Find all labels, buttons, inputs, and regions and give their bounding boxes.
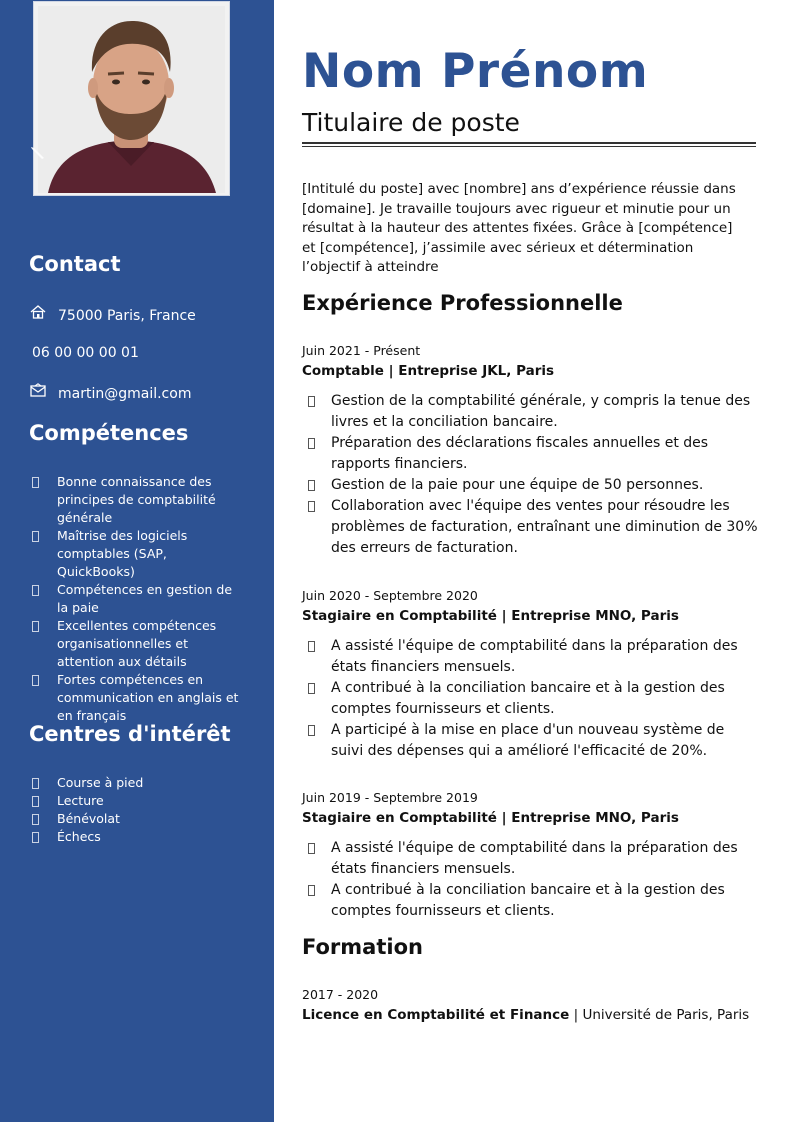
bullet-icon	[32, 621, 39, 632]
bullet-icon	[308, 480, 315, 491]
profile-summary: [Intitulé du poste] avec [nombre] ans d’expérience réussie dans [domaine]. Je travaille toujours avec rigueur et minutie pour un résultat à la hauteur des attentes fixées. Grâce à [compétence] et [compétence], j’assimile avec sérieux et détermination l’objectif à atteindre	[302, 181, 736, 275]
list-item: Collaboration avec l'équipe des ventes pour résoudre les problèmes de facturation, entraînant une diminution de 30% des erreurs de facturation.	[302, 496, 758, 559]
experience-role: Stagiaire en Comptabilité | Entreprise MNO, Paris	[302, 810, 679, 826]
list-item: Gestion de la comptabilité générale, y compris la tenue des livres et la conciliation bancaire.	[302, 391, 758, 433]
list-item: A contribué à la conciliation bancaire et à la gestion des comptes fournisseurs et clients.	[302, 880, 758, 922]
bullet-icon	[32, 531, 39, 542]
education-degree: Licence en Comptabilité et Finance	[302, 1007, 570, 1023]
experience-heading: Expérience Professionnelle	[302, 291, 623, 315]
bullet-icon	[308, 683, 315, 694]
experience-role: Stagiaire en Comptabilité | Entreprise MNO, Paris	[302, 608, 679, 624]
list-item: A contribué à la conciliation bancaire et à la gestion des comptes fournisseurs et clients.	[302, 678, 758, 720]
interest-item: Course à pied	[32, 774, 247, 792]
skill-item: Fortes compétences en communication en anglais et en français	[32, 671, 247, 725]
interest-item: Bénévolat	[32, 810, 247, 828]
experience-entry	[302, 588, 758, 762]
skill-item: Bonne connaissance des principes de comptabilité générale	[32, 473, 247, 527]
skill-item: Maîtrise des logiciels comptables (SAP, QuickBooks)	[32, 527, 247, 581]
bullet-icon	[308, 843, 315, 854]
bullet-icon	[32, 796, 39, 807]
experience-bullets	[302, 838, 758, 922]
job-title: Titulaire de poste	[302, 108, 520, 137]
bullet-icon	[308, 725, 315, 736]
list-item: A assisté l'équipe de comptabilité dans la préparation des états financiers mensuels.	[302, 636, 758, 678]
list-item: A participé à la mise en place d'un nouveau système de suivi des dépenses qui a amélioré l'efficacité de 20%.	[302, 720, 758, 762]
experience-bullets	[302, 636, 758, 762]
education-period: 2017 - 2020	[302, 987, 379, 1002]
bullet-icon	[308, 641, 315, 652]
experience-period: Juin 2019 - Septembre 2019	[302, 790, 478, 805]
mail-icon	[30, 383, 46, 397]
bullet-icon	[308, 396, 315, 407]
bullet-icon	[308, 501, 315, 512]
experience-bullets	[302, 391, 758, 559]
home-icon	[30, 305, 46, 319]
bullet-icon	[32, 675, 39, 686]
skill-item: Compétences en gestion de la paie	[32, 581, 247, 617]
experience-period: Juin 2021 - Présent	[302, 343, 421, 358]
bullet-icon	[308, 885, 315, 896]
education-heading: Formation	[302, 935, 423, 959]
bullet-icon	[32, 778, 39, 789]
skills-heading: Compétences	[29, 421, 189, 445]
title-divider-thin	[302, 146, 756, 147]
bullet-icon	[32, 585, 39, 596]
contact-heading: Contact	[29, 252, 121, 276]
sidebar	[0, 0, 274, 1122]
experience-entry	[302, 343, 758, 559]
candidate-name: Nom Prénom	[302, 44, 649, 99]
education-school: Université de Paris, Paris	[582, 1007, 750, 1023]
bullet-icon	[308, 438, 315, 449]
skills-list	[32, 473, 247, 725]
bullet-icon	[32, 814, 39, 825]
pencil-icon	[30, 146, 46, 162]
contact-email[interactable]: martin@gmail.com	[58, 386, 192, 402]
experience-role: Comptable | Entreprise JKL, Paris	[302, 363, 555, 379]
list-item: Préparation des déclarations fiscales annuelles et des rapports financiers.	[302, 433, 758, 475]
interests-list	[32, 774, 247, 846]
list-item: Gestion de la paie pour une équipe de 50 personnes.	[302, 475, 758, 496]
contact-phone: 06 00 00 00 01	[32, 345, 139, 361]
education-line	[302, 1005, 758, 1025]
title-divider	[302, 142, 756, 144]
interest-item: Lecture	[32, 792, 247, 810]
profile-photo	[38, 6, 225, 193]
portrait-illustration	[38, 6, 225, 193]
interests-heading: Centres d'intérêt	[29, 722, 231, 746]
skill-item: Excellentes compétences organisationnelles et attention aux détails	[32, 617, 247, 671]
bullet-icon	[32, 477, 39, 488]
profile-photo-frame	[33, 1, 230, 196]
list-item: A assisté l'équipe de comptabilité dans la préparation des états financiers mensuels.	[302, 838, 758, 880]
experience-period: Juin 2020 - Septembre 2020	[302, 588, 478, 603]
experience-entry	[302, 790, 758, 922]
bullet-icon	[32, 832, 39, 843]
education-separator: |	[569, 1007, 583, 1023]
interest-item: Échecs	[32, 828, 247, 846]
contact-address: 75000 Paris, France	[58, 308, 196, 324]
education-entry	[302, 987, 758, 1025]
